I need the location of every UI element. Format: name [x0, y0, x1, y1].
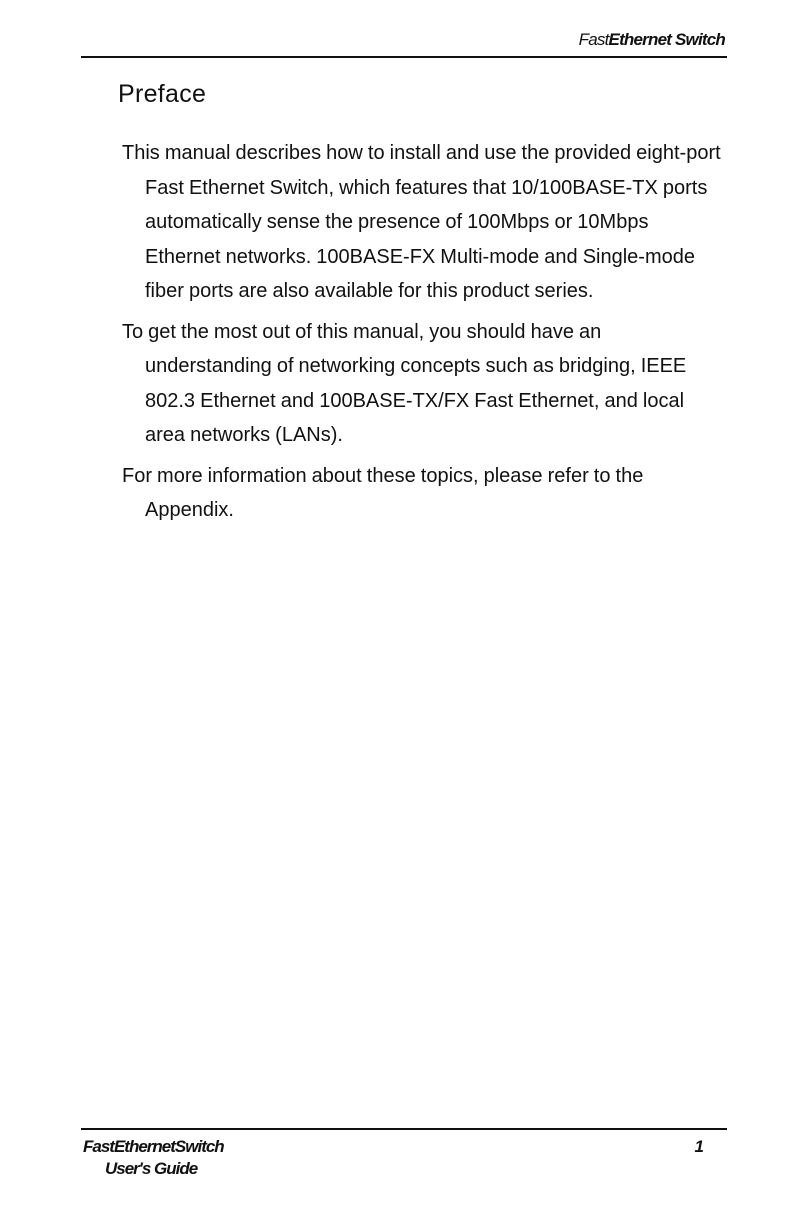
paragraph-prerequisites: To get the most out of this manual, you should have an understanding of networking concepts such as bridging, IEEE 802.3 Ethernet and 100BASE-TX/FX Fast Ethernet, and local area networks (LANs).	[122, 320, 687, 446]
running-header-ethernet-switch: Ethernet Switch	[608, 30, 725, 49]
footer-guide-line1: FastEthernetSwitch	[83, 1137, 224, 1156]
paragraph-intro: This manual describes how to install and use the provided eight-port Fast Ethernet Switch, which features that 10/100BASE-TX ports automatically sense the presence of 100Mbps or 10Mbps Ethernet networks. 100BASE-FX Multi-mode and Single-mode fiber ports are also available for this product series.	[122, 142, 721, 302]
header-divider	[81, 56, 727, 58]
footer-divider	[81, 1128, 727, 1130]
running-header-fast: Fast	[578, 30, 609, 49]
paragraph-appendix-reference: For more information about these topics, please refer to the Appendix.	[122, 464, 644, 521]
body-text	[122, 136, 722, 534]
footer-guide-line2: User's Guide	[105, 1159, 198, 1178]
section-heading: Preface	[118, 80, 207, 108]
page-number: 1	[694, 1137, 704, 1156]
running-header	[579, 30, 725, 50]
footer-guide-title	[83, 1136, 224, 1180]
